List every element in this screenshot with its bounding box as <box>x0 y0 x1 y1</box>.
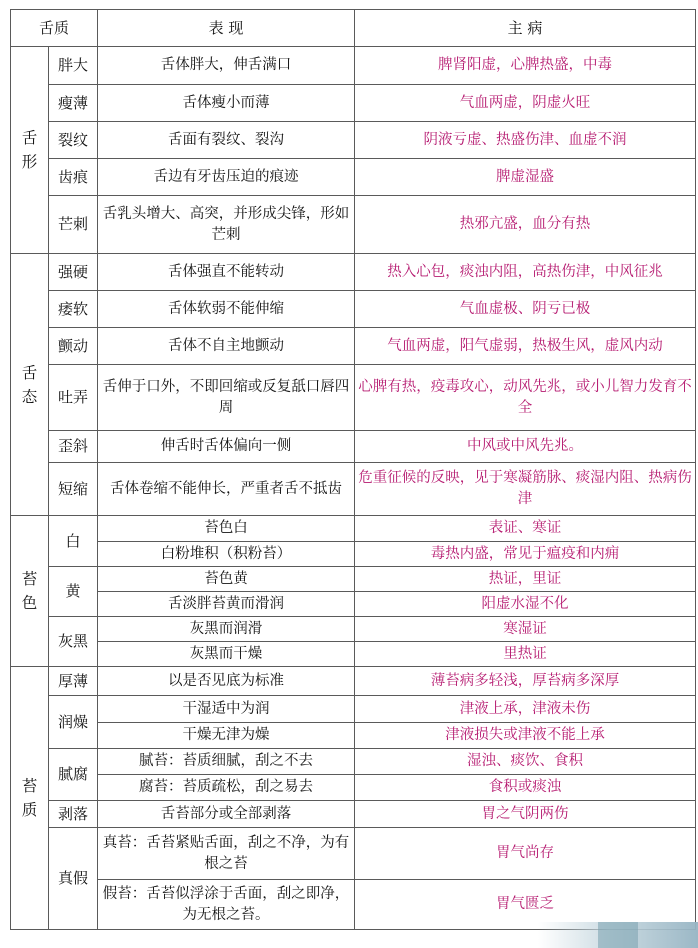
category-cell: 苔 色 <box>11 516 49 667</box>
disease-cell: 食积或痰浊 <box>355 775 696 801</box>
disease-cell: 胃之气阴两伤 <box>355 801 696 828</box>
disease-cell: 气血两虚，阳气虚弱，热极生风，虚风内动 <box>355 328 696 365</box>
table-row <box>11 642 696 667</box>
disease-cell: 热邪亢盛，血分有热 <box>355 196 696 254</box>
table-body <box>11 10 696 930</box>
subcategory-cell: 瘦薄 <box>49 85 98 122</box>
table-row <box>11 667 696 696</box>
appearance-cell: 苔色白 <box>98 516 355 542</box>
subcategory-cell: 歪斜 <box>49 431 98 463</box>
appearance-cell: 舌淡胖苔黄而滑润 <box>98 592 355 617</box>
disease-cell: 薄苔病多轻浅，厚苔病多深厚 <box>355 667 696 696</box>
header-disease: 主 病 <box>355 10 696 47</box>
disease-cell: 气血两虚，阴虚火旺 <box>355 85 696 122</box>
subcategory-cell: 白 <box>49 516 98 567</box>
appearance-cell: 真苔：舌苔紧贴舌面，刮之不净，为有根之苔 <box>98 828 355 880</box>
disease-cell: 胃气尚存 <box>355 828 696 880</box>
appearance-cell: 舌乳头增大、高突，并形成尖锋，形如芒刺 <box>98 196 355 254</box>
appearance-cell: 伸舌时舌体偏向一侧 <box>98 431 355 463</box>
disease-cell: 热入心包，痰浊内阻，高热伤津，中风征兆 <box>355 254 696 291</box>
subcategory-cell: 剥落 <box>49 801 98 828</box>
header-category: 舌质 <box>11 10 98 47</box>
category-cell: 苔 质 <box>11 667 49 930</box>
subcategory-cell: 润燥 <box>49 696 98 749</box>
subcategory-cell: 裂纹 <box>49 122 98 159</box>
table-row <box>11 365 696 431</box>
appearance-cell: 舌边有牙齿压迫的痕迹 <box>98 159 355 196</box>
subcategory-cell: 短缩 <box>49 463 98 516</box>
table-row <box>11 516 696 542</box>
appearance-cell: 苔色黄 <box>98 567 355 592</box>
appearance-cell: 白粉堆积（积粉苔） <box>98 542 355 567</box>
disease-cell: 热证，里证 <box>355 567 696 592</box>
subcategory-cell: 真假 <box>49 828 98 930</box>
appearance-cell: 舌苔部分或全部剥落 <box>98 801 355 828</box>
disease-cell: 阴液亏虚、热盛伤津、血虚不润 <box>355 122 696 159</box>
table-row <box>11 696 696 723</box>
subcategory-cell: 灰黑 <box>49 617 98 667</box>
table-row <box>11 85 696 122</box>
appearance-cell: 舌体瘦小而薄 <box>98 85 355 122</box>
disease-cell: 脾虚湿盛 <box>355 159 696 196</box>
disease-cell: 脾肾阳虚，心脾热盛，中毒 <box>355 47 696 85</box>
appearance-cell: 舌体不自主地颤动 <box>98 328 355 365</box>
tongue-diagnosis-table <box>10 9 696 930</box>
disease-cell: 中风或中风先兆。 <box>355 431 696 463</box>
appearance-cell: 干燥无津为燥 <box>98 723 355 749</box>
table-row <box>11 567 696 592</box>
disease-cell: 危重征候的反映，见于寒凝筋脉、痰湿内阻、热病伤津 <box>355 463 696 516</box>
disease-cell: 津液上承，津液未伤 <box>355 696 696 723</box>
appearance-cell: 舌体软弱不能伸缩 <box>98 291 355 328</box>
table-row <box>11 47 696 85</box>
table-row <box>11 723 696 749</box>
disease-cell: 心脾有热，疫毒攻心，动风先兆，或小儿智力发育不全 <box>355 365 696 431</box>
appearance-cell: 舌体胖大，伸舌满口 <box>98 47 355 85</box>
appearance-cell: 舌体卷缩不能伸长，严重者舌不抵齿 <box>98 463 355 516</box>
disease-cell: 寒湿证 <box>355 617 696 642</box>
subcategory-cell: 芒刺 <box>49 196 98 254</box>
disease-cell: 阳虚水湿不化 <box>355 592 696 617</box>
disease-cell: 津液损失或津液不能上承 <box>355 723 696 749</box>
appearance-cell: 舌面有裂纹、裂沟 <box>98 122 355 159</box>
disease-cell: 胃气匮乏 <box>355 880 696 930</box>
appearance-cell: 灰黑而干燥 <box>98 642 355 667</box>
table-row <box>11 617 696 642</box>
subcategory-cell: 吐弄 <box>49 365 98 431</box>
table-row <box>11 196 696 254</box>
table-row <box>11 828 696 880</box>
appearance-cell: 灰黑而润滑 <box>98 617 355 642</box>
appearance-cell: 假苔：舌苔似浮涂于舌面，刮之即净，为无根之苔。 <box>98 880 355 930</box>
bottom-right-watermark-block <box>598 922 638 948</box>
appearance-cell: 腻苔：苔质细腻，刮之不去 <box>98 749 355 775</box>
category-cell: 舌 态 <box>11 254 49 516</box>
appearance-cell: 以是否见底为标准 <box>98 667 355 696</box>
subcategory-cell: 腻腐 <box>49 749 98 801</box>
disease-cell: 毒热内盛，常见于瘟疫和内痈 <box>355 542 696 567</box>
table-row <box>11 328 696 365</box>
subcategory-cell: 强硬 <box>49 254 98 291</box>
appearance-cell: 舌伸于口外，不即回缩或反复舐口唇四周 <box>98 365 355 431</box>
subcategory-cell: 齿痕 <box>49 159 98 196</box>
table-row <box>11 542 696 567</box>
table-row <box>11 291 696 328</box>
table-row <box>11 749 696 775</box>
subcategory-cell: 厚薄 <box>49 667 98 696</box>
table-row <box>11 801 696 828</box>
subcategory-cell: 痿软 <box>49 291 98 328</box>
disease-cell: 里热证 <box>355 642 696 667</box>
disease-cell: 湿浊、痰饮、食积 <box>355 749 696 775</box>
appearance-cell: 腐苔：苔质疏松，刮之易去 <box>98 775 355 801</box>
header-appearance: 表 现 <box>98 10 355 47</box>
subcategory-cell: 颤动 <box>49 328 98 365</box>
table-row <box>11 463 696 516</box>
subcategory-cell: 胖大 <box>49 47 98 85</box>
table-row <box>11 122 696 159</box>
subcategory-cell: 黄 <box>49 567 98 617</box>
disease-cell: 气血虚极、阴亏已极 <box>355 291 696 328</box>
table-row <box>11 592 696 617</box>
table-row <box>11 775 696 801</box>
appearance-cell: 舌体强直不能转动 <box>98 254 355 291</box>
table-row <box>11 159 696 196</box>
disease-cell: 表证、寒证 <box>355 516 696 542</box>
header-row <box>11 10 696 47</box>
category-cell: 舌 形 <box>11 47 49 254</box>
table-row <box>11 254 696 291</box>
table-row <box>11 431 696 463</box>
appearance-cell: 干湿适中为润 <box>98 696 355 723</box>
